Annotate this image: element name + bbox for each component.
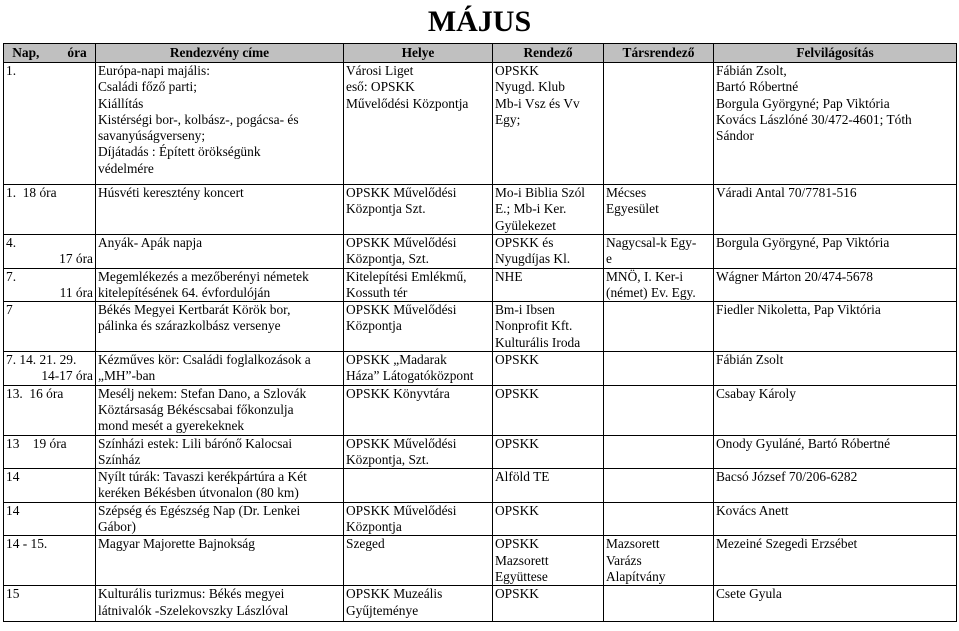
co-organizer-line: Alapítvány — [606, 568, 666, 584]
place-line: OPSKK Művelődési — [346, 235, 457, 250]
event-line: Szépség és Egészség Nap (Dr. Lenkei — [98, 502, 301, 518]
table-row — [4, 385, 957, 435]
day-cell — [4, 268, 96, 302]
organizer-cell — [493, 435, 604, 469]
organizer-line: OPSKK — [495, 63, 539, 78]
co-organizer-line: e — [606, 251, 612, 267]
day-line: 4. — [6, 235, 17, 250]
organizer-line: NHE — [495, 268, 523, 284]
info-cell — [714, 536, 957, 586]
place-cell — [344, 185, 493, 235]
day-line: 17 óra — [59, 251, 93, 267]
event-cell — [96, 469, 344, 503]
info-cell — [714, 185, 957, 235]
table-row — [4, 185, 957, 235]
info-line: Wágner Márton 20/474-5678 — [716, 268, 873, 284]
organizer-line: OPSKK — [495, 385, 539, 401]
place-line: Központja Szt. — [346, 201, 426, 217]
place-line: Központja — [346, 519, 402, 535]
co-organizer-cell — [604, 352, 714, 386]
place-line: OPSKK Művelődési — [346, 185, 457, 200]
day-cell — [4, 536, 96, 586]
day-line: 15 — [6, 586, 20, 602]
table-row — [4, 352, 957, 386]
co-organizer-cell — [604, 435, 714, 469]
info-line: Kovács Lászlóné 30/472-4601; Tóth — [716, 111, 912, 127]
event-cell — [96, 235, 344, 269]
co-organizer-line: MNÖ, I. Ker-i — [606, 268, 684, 284]
place-line: Gyűjteménye — [346, 602, 419, 618]
organizer-cell — [493, 302, 604, 352]
day-line: 7 — [6, 302, 13, 318]
place-cell — [344, 536, 493, 586]
organizer-line: Együttese — [495, 568, 548, 584]
organizer-cell — [493, 63, 604, 185]
info-cell — [714, 302, 957, 352]
co-organizer-cell — [604, 185, 714, 235]
info-cell — [714, 502, 957, 536]
info-line: Fábián Zsolt — [716, 352, 784, 368]
organizer-line: Mb-i Vsz és Vv — [495, 95, 580, 111]
organizer-cell — [493, 268, 604, 302]
header-co-organizer: Társrendező — [604, 44, 714, 63]
place-cell — [344, 235, 493, 269]
co-organizer-cell — [604, 385, 714, 435]
organizer-line: OPSKK és — [495, 235, 554, 250]
place-line: OPSKK Művelődési — [346, 435, 457, 451]
event-cell — [96, 536, 344, 586]
place-line: OPSKK Muzeális — [346, 586, 443, 602]
event-line: Családi főző parti; — [98, 79, 197, 95]
day-line: 14-17 óra — [41, 368, 93, 384]
info-line: Borgula Györgyné, Pap Viktória — [716, 235, 890, 250]
organizer-line: Nyugd. Klub — [495, 79, 565, 95]
place-line: OPSKK Művelődési — [346, 302, 457, 318]
event-line: keréken Békésben útvonalon (80 km) — [98, 485, 299, 501]
events-table — [3, 43, 957, 622]
info-line: Fiedler Nikoletta, Pap Viktória — [716, 302, 881, 318]
organizer-line: Nonprofit Kft. — [495, 318, 573, 334]
place-line: OPSKK Művelődési — [346, 502, 457, 518]
place-cell — [344, 385, 493, 435]
table-row — [4, 63, 957, 185]
co-organizer-cell — [604, 536, 714, 586]
info-line: Bartó Róbertné — [716, 79, 799, 95]
event-cell — [96, 352, 344, 386]
info-line: Csete Gyula — [716, 586, 782, 602]
place-line: OPSKK Könyvtára — [346, 385, 450, 401]
info-line: Onody Gyuláné, Bartó Róbertné — [716, 435, 891, 451]
day-cell — [4, 352, 96, 386]
place-line: Központja, Szt. — [346, 451, 429, 467]
day-line: 11 óra — [59, 284, 93, 300]
place-cell — [344, 268, 493, 302]
co-organizer-cell — [604, 235, 714, 269]
place-cell — [344, 63, 493, 185]
event-line: Nyílt túrák: Tavaszi kerékpártúra a Két — [98, 469, 307, 485]
place-line: Szeged — [346, 536, 385, 552]
event-line: Köztársaság Békéscsabai főkonzulja — [98, 401, 294, 417]
co-organizer-cell — [604, 302, 714, 352]
event-line: „MH”-ban — [98, 368, 156, 384]
info-cell — [714, 63, 957, 185]
header-event: Rendezvény címe — [96, 44, 344, 63]
page-title: MÁJUS — [427, 5, 532, 38]
co-organizer-cell — [604, 268, 714, 302]
header-organizer: Rendező — [493, 44, 604, 63]
day-line: 14 — [6, 469, 20, 485]
event-cell — [96, 502, 344, 536]
day-cell — [4, 502, 96, 536]
day-cell — [4, 435, 96, 469]
day-cell — [4, 586, 96, 622]
place-cell — [344, 469, 493, 503]
organizer-line: Bm-i Ibsen — [495, 302, 555, 318]
organizer-line: Kulturális Iroda — [495, 334, 581, 350]
organizer-line: Mazsorett — [495, 552, 549, 568]
table-row — [4, 235, 957, 269]
place-cell — [344, 435, 493, 469]
organizer-cell — [493, 235, 604, 269]
day-cell — [4, 469, 96, 503]
day-cell — [4, 235, 96, 269]
info-line: Borgula Györgyné; Pap Viktória — [716, 95, 890, 111]
organizer-line: OPSKK — [495, 435, 539, 451]
event-line: Kiállítás — [98, 95, 144, 111]
table-row — [4, 586, 957, 622]
header-time: óra — [67, 45, 87, 60]
event-line: Gábor) — [98, 519, 136, 535]
table-row — [4, 268, 957, 302]
organizer-cell — [493, 469, 604, 503]
event-line: Európa-napi majális: — [98, 63, 210, 78]
place-line: Kossuth tér — [346, 284, 408, 300]
place-line: Kitelepítési Emlékmű, — [346, 268, 467, 284]
place-cell — [344, 302, 493, 352]
table-row — [4, 536, 957, 586]
info-cell — [714, 385, 957, 435]
day-line: 1. 18 óra — [6, 185, 57, 200]
place-cell — [344, 352, 493, 386]
event-line: Díjátadás : Épített örökségünk — [98, 144, 261, 160]
event-line: Magyar Majorette Bajnokság — [98, 536, 255, 552]
info-line: Fábián Zsolt, — [716, 63, 787, 78]
place-cell — [344, 502, 493, 536]
day-cell — [4, 385, 96, 435]
organizer-cell — [493, 185, 604, 235]
organizer-cell — [493, 502, 604, 536]
info-line: Mezeiné Szegedi Erzsébet — [716, 536, 858, 552]
organizer-cell — [493, 385, 604, 435]
info-line: Kovács Anett — [716, 502, 789, 518]
event-line: Húsvéti keresztény koncert — [98, 185, 244, 200]
header-day: Nap, — [12, 45, 40, 60]
organizer-line: OPSKK — [495, 536, 539, 552]
event-line: látnivalók -Szelekovszky Lászlóval — [98, 602, 289, 618]
event-line: Színházi estek: Lili bárónő Kalocsai — [98, 435, 293, 451]
co-organizer-cell — [604, 469, 714, 503]
info-cell — [714, 235, 957, 269]
info-line: Sándor — [716, 128, 754, 144]
event-cell — [96, 435, 344, 469]
place-line: Városi Liget — [346, 63, 414, 78]
event-line: Megemlékezés a mezőberényi németek — [98, 268, 309, 284]
organizer-line: Gyülekezet — [495, 217, 556, 233]
event-line: Kézműves kör: Családi foglalkozások a — [98, 352, 311, 368]
header-row — [4, 44, 957, 63]
table-row — [4, 502, 957, 536]
info-cell — [714, 352, 957, 386]
event-line: védelmére — [98, 160, 154, 176]
event-cell — [96, 268, 344, 302]
event-cell — [96, 586, 344, 622]
event-cell — [96, 63, 344, 185]
event-cell — [96, 302, 344, 352]
place-line: Háza” Látogatóközpont — [346, 368, 474, 384]
organizer-cell — [493, 586, 604, 622]
event-line: Mesélj nekem: Stefan Dano, a Szlovák — [98, 385, 307, 401]
co-organizer-line: (német) Ev. Egy. — [606, 284, 696, 300]
info-cell — [714, 469, 957, 503]
co-organizer-cell — [604, 586, 714, 622]
organizer-cell — [493, 352, 604, 386]
info-line: Bacsó József 70/206-6282 — [716, 469, 858, 485]
co-organizer-line: Varázs — [606, 552, 642, 568]
table-row — [4, 435, 957, 469]
event-cell — [96, 385, 344, 435]
day-line: 14 — [6, 502, 20, 518]
organizer-cell — [493, 536, 604, 586]
table-row — [4, 302, 957, 352]
day-cell — [4, 185, 96, 235]
organizer-line: Nyugdíjas Kl. — [495, 251, 571, 267]
event-line: Anyák- Apák napja — [98, 235, 203, 250]
place-line: eső: OPSKK — [346, 79, 415, 95]
day-line: 7. — [6, 268, 17, 284]
header-info: Felvilágosítás — [714, 44, 957, 63]
co-organizer-line: Nagycsal-k Egy- — [606, 235, 697, 250]
organizer-line: Mo-i Biblia Szól — [495, 185, 586, 200]
day-line: 13. 16 óra — [6, 385, 64, 401]
day-cell — [4, 302, 96, 352]
event-cell — [96, 185, 344, 235]
day-line: 7. 14. 21. 29. — [6, 352, 77, 368]
organizer-line: OPSKK — [495, 502, 539, 518]
day-line: 1. — [6, 63, 17, 78]
co-organizer-line: Mécses — [606, 185, 647, 200]
organizer-line: OPSKK — [495, 352, 539, 368]
event-line: Színház — [98, 451, 141, 467]
co-organizer-line: Mazsorett — [606, 536, 660, 552]
co-organizer-cell — [604, 502, 714, 536]
place-line: Központja, Szt. — [346, 251, 429, 267]
organizer-line: Egy; — [495, 111, 521, 127]
event-line: Békés Megyei Kertbarát Körök bor, — [98, 302, 291, 318]
event-line: Kistérségi bor-, kolbász-, pogácsa- és — [98, 111, 299, 127]
info-cell — [714, 586, 957, 622]
event-line: mond mesét a gyerekeknek — [98, 418, 245, 434]
day-line: 13 19 óra — [6, 435, 67, 451]
organizer-line: OPSKK — [495, 586, 539, 602]
co-organizer-line: Egyesület — [606, 201, 659, 217]
place-line: Művelődési Központja — [346, 95, 469, 111]
organizer-line: E.; Mb-i Ker. — [495, 201, 567, 217]
event-line: savanyúságverseny; — [98, 128, 206, 144]
day-line: 14 - 15. — [6, 536, 48, 552]
header-day-time — [4, 44, 96, 63]
info-line: Váradi Antal 70/7781-516 — [716, 185, 857, 200]
event-line: Kulturális turizmus: Békés megyei — [98, 586, 285, 602]
place-line: Központja — [346, 318, 402, 334]
info-line: Csabay Károly — [716, 385, 796, 401]
header-place: Helye — [344, 44, 493, 63]
place-cell — [344, 586, 493, 622]
place-line: OPSKK „Madarak — [346, 352, 447, 368]
event-line: pálinka és szárazkolbász versenye — [98, 318, 281, 334]
info-cell — [714, 268, 957, 302]
info-cell — [714, 435, 957, 469]
table-row — [4, 469, 957, 503]
co-organizer-cell — [604, 63, 714, 185]
organizer-line: Alföld TE — [495, 469, 550, 485]
day-cell — [4, 63, 96, 185]
event-line: kitelepítésének 64. évfordulóján — [98, 284, 271, 300]
